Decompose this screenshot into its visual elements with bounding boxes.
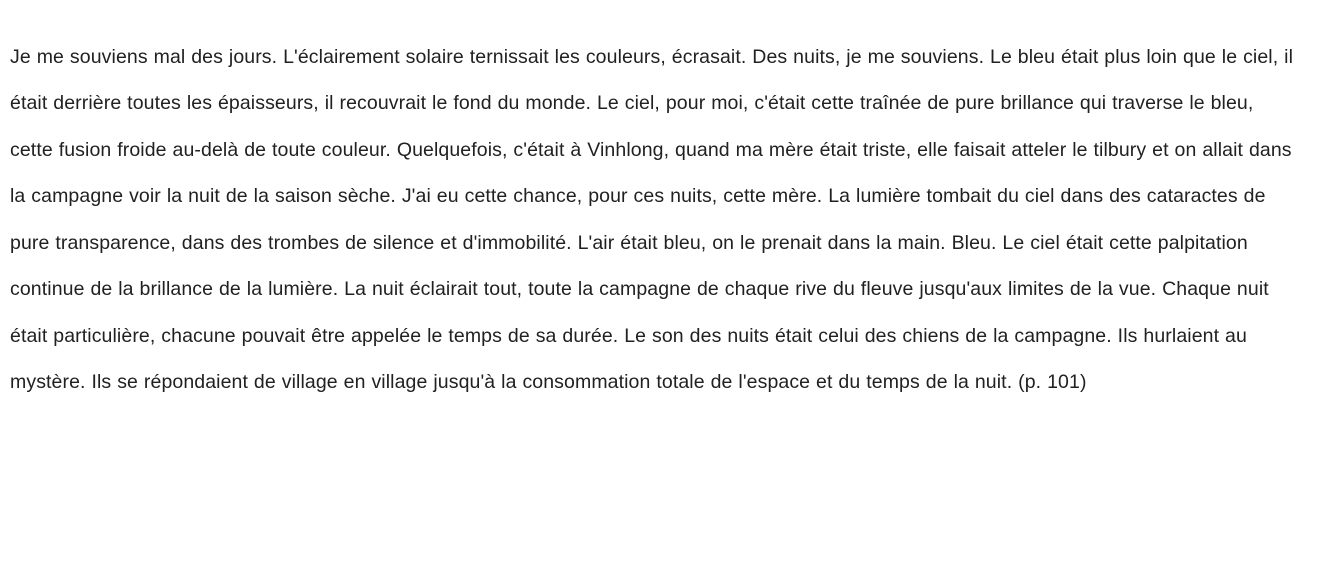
passage-text: Je me souviens mal des jours. L'éclairement solaire ternissait les couleurs, écrasait. Des nuits, je me souviens. Le bleu était plus loin que le ciel, il était derrière toutes les épaisseurs, il recouvrait le fond du monde. Le ciel, pour moi, c'était cette traînée de pure brillance qui traverse le bleu, cette fusion froide au-delà de toute couleur. Quelquefois, c'était à Vinhlong, quand ma mère était triste, elle faisait atteler le tilbury et on allait dans la campagne voir la nuit de la saison sèche. J'ai eu cette chance, pour ces nuits, cette mère. La lumière tombait du ciel dans des cataractes de pure transparence, dans des trombes de silence et d'immobilité. L'air était bleu, on le prenait dans la main. Bleu. Le ciel était cette palpitation continue de la brillance de la lumière. La nuit éclairait tout, toute la campagne de chaque rive du fleuve jusqu'aux limites de la vue. Chaque nuit était particulière, chacune pouvait être appelée le temps de sa durée. Le son des nuits était celui des chiens de la campagne. Ils hurlaient au mystère. Ils se répondaient de village en village jusqu'à la consommation totale de l'espace et du temps de la nuit. (p. 101) bbox=[10, 45, 1294, 393]
